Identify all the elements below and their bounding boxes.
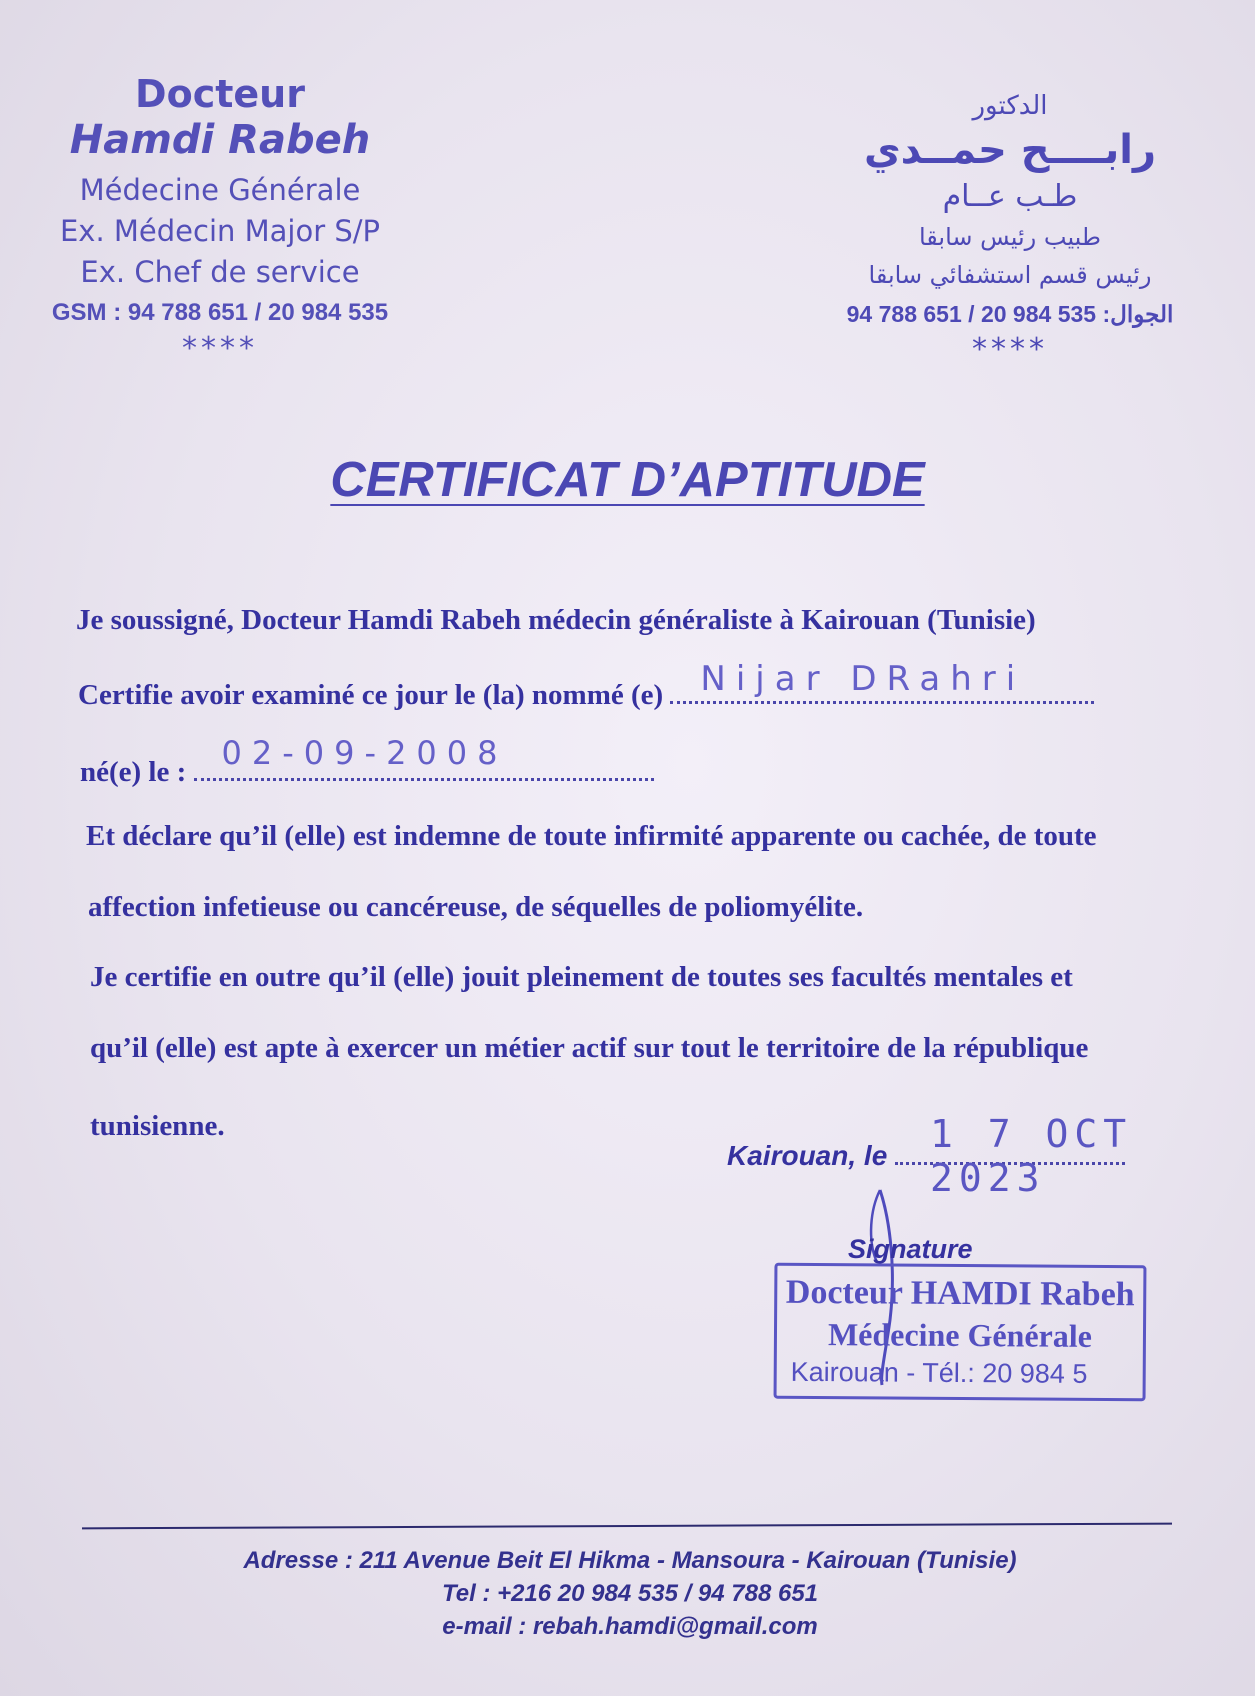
stars-divider-right: ****	[972, 332, 1048, 367]
document-title-text: CERTIFICAT D’APTITUDE	[330, 453, 925, 507]
doctor-title: Docteur	[135, 72, 305, 116]
patient-name-field	[670, 659, 1094, 704]
body-line-1: Je soussigné, Docteur Hamdi Rabeh médecin généraliste à Kairouan (Tunisie)	[76, 604, 1036, 636]
stamp-doctor-name: Docteur HAMDI Rabeh	[785, 1273, 1135, 1314]
letterhead-left	[30, 72, 410, 365]
footer-divider	[82, 1523, 1172, 1530]
specialty-arabic: طـب عــام	[942, 179, 1078, 214]
doctor-title-arabic: الدكتور	[972, 91, 1048, 121]
body-line-3	[80, 734, 654, 789]
footer	[150, 1544, 1110, 1643]
former-chief-line: Ex. Chef de service	[80, 255, 360, 289]
footer-address: Adresse : 211 Avenue Beit El Hikma - Mansoura - Kairouan (Tunisie)	[243, 1547, 1017, 1574]
phone-arabic: الجوال: 535 984 20 / 651 788 94	[846, 301, 1174, 327]
body-line-2	[78, 659, 1094, 712]
doctor-stamp	[774, 1263, 1147, 1402]
former-position-arabic: طبيب رئيس سابقا	[918, 223, 1102, 251]
body-line-8: tunisienne.	[90, 1110, 225, 1142]
former-position-line: Ex. Médecin Major S/P	[59, 214, 381, 248]
doctor-name-arabic: رابــــح حمــدي	[864, 127, 1156, 173]
birth-date-label: né(e) le :	[80, 756, 187, 788]
stars-divider: ****	[182, 331, 258, 366]
date-stamp: 1 7 OCT 2023	[930, 1112, 1133, 1200]
patient-name-handwritten: Nijar DRahri	[700, 659, 1026, 699]
gsm-numbers: GSM : 94 788 651 / 20 984 535	[51, 299, 389, 326]
body-line-5: affection infetieuse ou cancéreuse, de séquelles de poliomyélite.	[88, 891, 864, 923]
stamp-location-phone: Kairouan - Tél.: 20 984 5	[790, 1356, 1088, 1389]
footer-phone: Tel : +216 20 984 535 / 94 788 651	[441, 1580, 819, 1607]
body-line-6: Je certifie en outre qu’il (elle) jouit pleinement de toutes ses facultés mentales et	[90, 961, 1073, 993]
document-title	[0, 452, 1255, 508]
specialty-line: Médecine Générale	[79, 173, 361, 207]
place-label: Kairouan, le	[727, 1140, 888, 1171]
letterhead-right	[820, 88, 1200, 366]
doctor-name: Hamdi Rabeh	[69, 117, 371, 163]
examined-label: Certifie avoir examiné ce jour le (la) nommé (e)	[78, 679, 664, 711]
footer-email: e-mail : rebah.hamdi@gmail.com	[442, 1613, 818, 1640]
former-chief-arabic: رئيس قسم استشفائي سابقا	[868, 261, 1152, 289]
stamp-specialty: Médecine Générale	[827, 1316, 1093, 1354]
body-line-7: qu’il (elle) est apte à exercer un métier actif sur tout le territoire de la république	[90, 1032, 1089, 1064]
birth-date-handwritten: 02-09-2008	[221, 734, 508, 772]
birth-date-field	[194, 734, 654, 781]
body-line-4: Et déclare qu’il (elle) est indemne de toute infirmité apparente ou cachée, de toute	[86, 820, 1097, 852]
signature-label: Signature	[848, 1234, 973, 1264]
